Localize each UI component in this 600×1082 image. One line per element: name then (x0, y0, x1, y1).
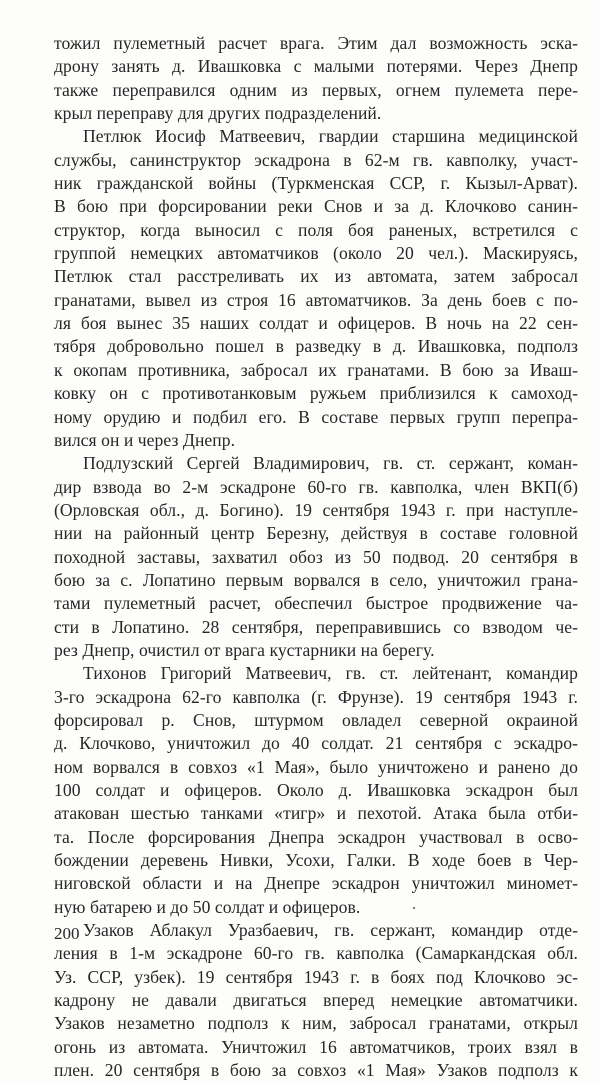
paragraph-podluzsky (54, 452, 578, 662)
print-speck (413, 907, 415, 909)
text-line: ную батарею и до 50 солдат и офицеров. (54, 896, 361, 917)
text-line: ниговской области и на Днепре эскадрон уничтожил миномет- (54, 873, 578, 894)
text-line: группой немецких автоматчиков (около 20 чел.). Маскируясь, (54, 243, 578, 264)
text-line: та. После форсирования Днепра эскадрон участвовал в осво- (54, 826, 578, 847)
text-line: ному орудию и подбил его. В составе первых групп перепра- (54, 406, 578, 427)
text-line: дрону занять д. Ивашковка с малыми потерями. Через Днепр (54, 56, 578, 77)
paragraph-petlyuk (54, 125, 578, 452)
text-line: д. Клочково, уничтожил до 40 солдат. 21 сентября с эскадро- (54, 733, 578, 754)
text-line: 3-го эскадрона 62-го кавполка (г. Фрунзе). 19 сентября 1943 г. (54, 686, 578, 707)
page-number: 200 (54, 924, 80, 943)
text-line: структор, когда выносил с поля боя раненых, встретился с (54, 219, 578, 240)
text-line: вился он и через Днепр. (54, 429, 236, 450)
text-line: 100 солдат и офицеров. Около д. Ивашковка эскадрон был (54, 780, 578, 800)
text-line: Тихонов Григорий Матвеевич, гв. ст. лейтенант, командир (83, 663, 578, 684)
text-line: дир взвода во 2-м эскадроне 60-го гв. кавполка, член ВКП(б) (54, 476, 578, 497)
text-line: ля боя вынес 35 наших солдат и офицеров. В ночь на 22 сен- (54, 313, 578, 334)
text-line: походной заставы, захватил обоз из 50 подвод. 20 сентября в (54, 546, 578, 567)
text-line: нии на районный центр Березну, действуя в составе головной (54, 523, 578, 544)
text-line: сти в Лопатино. 28 сентября, переправившись со взводом че- (54, 616, 578, 637)
paragraph-uzakov (54, 919, 578, 1082)
text-line: форсировал р. Снов, штурмом овладел северной окраиной (54, 709, 578, 730)
paragraph-continuation (54, 32, 578, 125)
text-line: Узаков незаметно подполз к ним, забросал гранатами, открыл (54, 1013, 578, 1034)
text-line: ковку он с противотанковым ружьем приблизился к самоход- (54, 383, 578, 404)
text-line: (Орловская обл., д. Богино). 19 сентября 1943 г. при наступле- (54, 499, 578, 520)
text-line: также переправился одним из первых, огнем пулемета пере- (54, 79, 578, 100)
text-line: к окопам противника, забросал их гранатами. В бою за Иваш- (54, 359, 578, 380)
text-line: В бою при форсировании реки Снов и за д. Клочково санин- (54, 196, 578, 217)
text-line: гранатами, вывел из строя 16 автоматчиков. За день боев с по- (54, 289, 578, 310)
text-line: службы, санинструктор эскадрона в 62-м гв. кавполку, участ- (54, 149, 578, 170)
text-line: тожил пулеметный расчет врага. Этим дал возможность эска- (54, 33, 578, 53)
text-line: ления в 1-м эскадроне 60-го гв. кавполка (Самаркандская обл. (54, 943, 578, 964)
text-line: Узаков Аблакул Уразбаевич, гв. сержант, командир отде- (83, 920, 578, 941)
text-line: Уз. ССР, узбек). 19 сентября 1943 г. в боях под Клочково эс- (54, 966, 578, 987)
text-line: крыл переправу для других подразделений. (54, 103, 382, 124)
text-line: тября добровольно пошел в разведку в д. Ивашковка, подполз (54, 336, 578, 357)
text-line: Подлузский Сергей Владимирович, гв. ст. сержант, коман- (83, 453, 578, 474)
text-line: тами пулеметный расчет, обеспечил быстрое продвижение ча- (54, 593, 578, 614)
text-line: Петлюк стал расстреливать их из автомата, затем забросал (54, 266, 578, 287)
text-line: атакован шестью танками «тигр» и пехотой. Атака была отби- (54, 803, 578, 824)
text-line: плен. 20 сентября в бою за совхоз «1 Мая» Узаков подполз к (54, 1060, 578, 1081)
text-line: ник гражданской войны (Туркменская ССР, г. Кызыл-Арват). (54, 173, 578, 194)
body-text (54, 32, 578, 1082)
text-line: огонь из автомата. Уничтожил 16 автоматчиков, троих взял в (54, 1036, 578, 1057)
text-line: кадрону не давали двигаться вперед немецкие автоматчики. (54, 990, 578, 1011)
paragraph-tikhonov (54, 662, 578, 919)
text-line: рез Днепр, очистил от врага кустарники на берегу. (54, 639, 435, 660)
text-line: бождении деревень Нивки, Усохи, Галки. В ходе боев в Чер- (54, 850, 578, 871)
text-line: Петлюк Иосиф Матвеевич, гвардии старшина медицинской (83, 126, 578, 147)
text-line: ном ворвался в совхоз «1 Мая», было уничтожено и ранено до (54, 756, 578, 777)
text-line: бою за с. Лопатино первым ворвался в село, уничтожил грана- (54, 569, 578, 590)
